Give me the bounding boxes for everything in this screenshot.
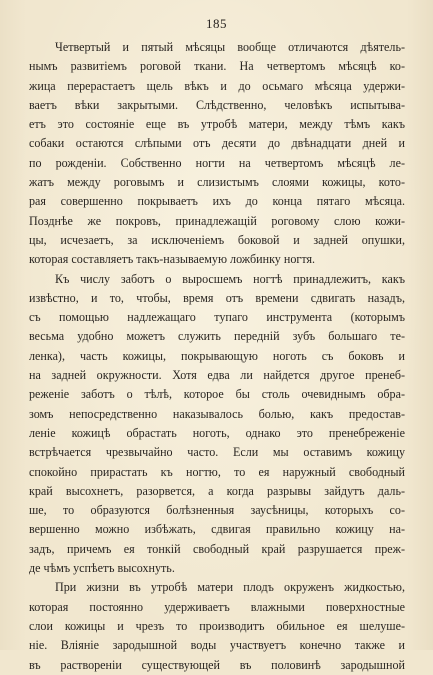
text-line: спокойно прирастать къ ногтю, то ея наружный свободный: [29, 464, 405, 479]
text-line: етъ это состояніе еще въ утробѣ матери, между тѣмъ какъ: [29, 117, 405, 132]
page-number: 185: [206, 16, 227, 31]
text-line: ніе. Вліяніе зародышной воды участвуетъ конечно также и: [29, 638, 405, 653]
text-line: ваетъ вѣки закрытыми. Слѣдственно, человѣкъ испытыва-: [29, 97, 405, 112]
text-line: зомъ непосредственно наказывалось болью, какъ предостав-: [29, 406, 405, 421]
text-line: слои кожицы и чрезъ то производитъ обильное ея шелуше-: [29, 618, 405, 633]
text-line: весьма удобно можетъ служить передній зубъ большаго те-: [29, 329, 405, 344]
text-line: вершенно можно избѣжать, сдвигая правильно кожицу на-: [29, 522, 405, 537]
text-line: ленка), часть кожицы, покрывающую ноготь съ боковъ и: [29, 348, 405, 363]
text-line: Четвертый и пятый мѣсяцы вообще отличаются дѣятель-: [55, 40, 405, 54]
text-line: которая составляетъ такъ-называемую ложбинку ногтя.: [29, 252, 316, 267]
text-line: нымъ развитіемъ роговой ткани. На четвертомъ мѣсяцѣ ко-: [29, 59, 405, 74]
text-line: При жизни въ утробѣ матери плодъ окруженъ жидкостью,: [55, 580, 405, 595]
text-line: Позднѣе же покровъ, принадлежащій роговому слою кожи-: [29, 213, 405, 228]
text-line: цы, исчезаетъ, за исключеніемъ боковой и задней опушки,: [29, 232, 405, 247]
text-line: Къ числу заботъ о выросшемъ ногтѣ принадлежитъ, какъ: [55, 271, 405, 286]
text-line: извѣстно, и то, чтобы, время отъ времени сдвигать назадъ,: [29, 290, 405, 305]
text-line: жица перерастаетъ щель вѣкъ и до осьмаго мѣсяца удержи-: [29, 78, 405, 93]
text-line: на задней окружности. Хотя едва ли найдется другое пренеб-: [29, 368, 405, 383]
text-line: встрѣчается чрезвычайно часто. Если мы оставимъ кожицу: [29, 445, 405, 460]
text-line: ше, то образуются болѣзненныя заусѣницы, которыхъ со-: [29, 503, 405, 518]
text-line: которая постоянно удерживаетъ влажными поверхностные: [29, 599, 405, 614]
text-line: реженіе заботъ о тѣлѣ, которое бы столь очевиднымъ обра-: [29, 387, 405, 402]
text-line: край высохнетъ, разорвется, а когда разрывы зайдутъ даль-: [29, 483, 405, 498]
text-line: съ помощью надлежащаго тупаго инструмента (которымъ: [29, 310, 405, 325]
text-line: жатъ между роговымъ и слизистымъ слоями кожицы, кото-: [29, 175, 405, 190]
text-line: собаки остаются слѣпыми отъ десяти до двѣнадцати дней и: [29, 136, 405, 151]
text-line: леніе кожицѣ обрастать ноготь, однако это пренебреженіе: [29, 425, 405, 440]
text-line: въ раствореніи существующей въ половинѣ зародышной: [29, 657, 405, 672]
body-text: [29, 38, 405, 675]
text-line: по рожденіи. Собственно ногти на четвертомъ мѣсяцѣ ле-: [29, 155, 405, 170]
text-line: де чѣмъ успѣетъ высохнуть.: [29, 561, 175, 576]
text-line: рая совершенно покрываетъ ихъ до конца пятаго мѣсяца.: [29, 194, 405, 209]
text-line: задъ, причемъ ея тонкій свободный край разрушается преж-: [29, 541, 405, 556]
